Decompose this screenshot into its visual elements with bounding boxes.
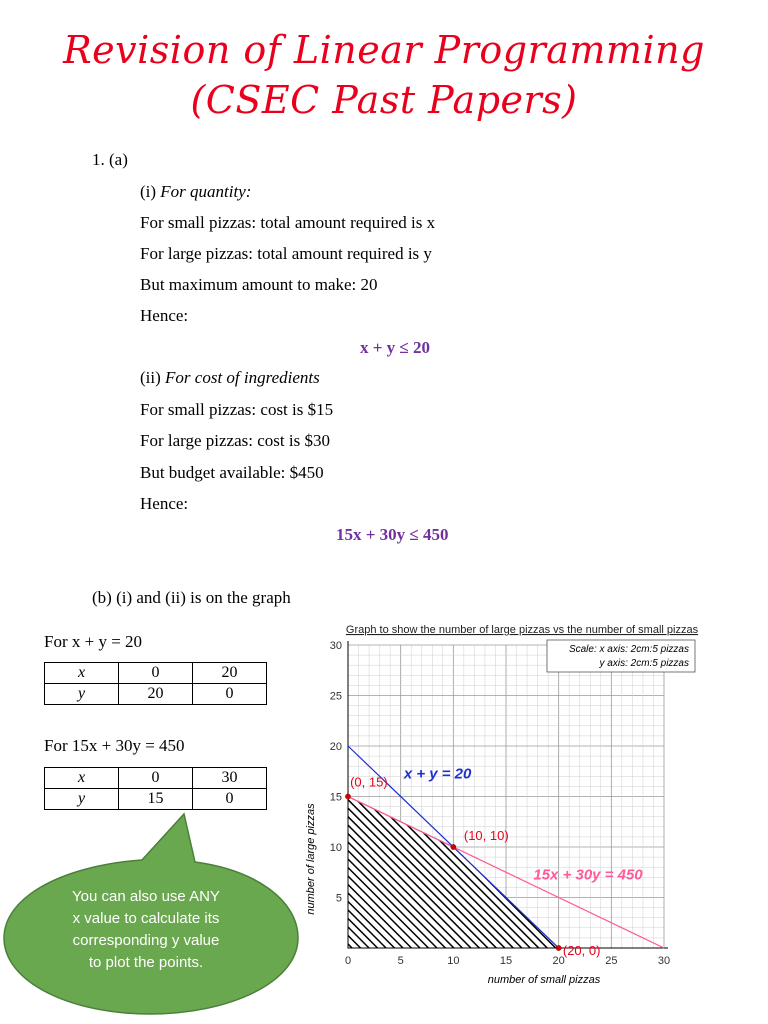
- y-axis-label: number of large pizzas: [305, 803, 317, 915]
- values-table-1: [44, 662, 267, 705]
- x-tick-label: 25: [605, 955, 618, 967]
- budget-text: But budget available: $450: [140, 463, 324, 482]
- point-marker: [556, 945, 561, 950]
- small-cost-text: For small pizzas: cost is $15: [140, 400, 334, 419]
- x-tick-label: 5: [397, 955, 404, 967]
- y-tick-label: 5: [335, 892, 342, 905]
- line-label-xy: x + y = 20: [403, 765, 472, 783]
- scale-x-text: Scale: x axis: 2cm:5 pizzas: [568, 644, 689, 655]
- table-row: [45, 684, 267, 705]
- line-label-cost: 15x + 30y = 450: [533, 866, 643, 884]
- table-cell: 15: [119, 789, 193, 810]
- inequality-1: x + y ≤ 20: [360, 338, 431, 357]
- inequality-2: 15x + 30y ≤ 450: [336, 525, 449, 544]
- x-tick-label: 30: [657, 955, 671, 967]
- quantity-heading: (i) For quantity:: [140, 182, 252, 201]
- x-tick-label: 0: [344, 955, 352, 967]
- hence-text-2: Hence:: [140, 494, 189, 513]
- page-title-line2: (CSEC Past Papers): [190, 78, 578, 122]
- chart-title: Graph to show the number of large pizzas vs the number of small pizzas: [345, 624, 699, 636]
- point-label: (20, 0): [562, 943, 601, 959]
- x-tick-label: 10: [447, 955, 460, 967]
- table-cell: 30: [193, 768, 267, 789]
- y-tick-label: 20: [329, 741, 342, 753]
- x-tick-label: 20: [552, 955, 565, 967]
- y-tick-label: 30: [329, 640, 342, 652]
- x-tick-label: 15: [499, 955, 513, 967]
- table-cell: 0: [193, 789, 267, 810]
- table-cell: 0: [119, 663, 193, 684]
- table-row: [45, 663, 267, 684]
- table1-title: For x + y = 20: [44, 632, 143, 651]
- part-b-label: (b) (i) and (ii) is on the graph: [92, 588, 291, 607]
- max-make-text: But maximum amount to make: 20: [140, 275, 378, 294]
- table-cell: x: [45, 663, 119, 684]
- table-cell: y: [45, 684, 119, 705]
- point-marker: [451, 844, 456, 849]
- y-tick-label: 25: [329, 690, 342, 703]
- point-label: (0, 15): [350, 774, 388, 790]
- y-tick-label: 10: [329, 842, 342, 854]
- large-cost-text: For large pizzas: cost is $30: [140, 431, 330, 450]
- point-marker: [345, 794, 350, 799]
- bubble-text: You can also use ANY x value to calculate its corresponding y value to plot the points.: [72, 888, 220, 971]
- question-label: 1. (a): [92, 150, 128, 169]
- table2-title: For 15x + 30y = 450: [44, 736, 185, 755]
- table-cell: 0: [119, 768, 193, 789]
- hence-text-1: Hence:: [140, 306, 189, 325]
- linear-programming-graph: [298, 615, 728, 995]
- y-tick-label: 15: [329, 791, 342, 804]
- cost-heading: (ii) For cost of ingredients: [140, 368, 320, 387]
- table-cell: 20: [193, 663, 267, 684]
- table-cell: 0: [193, 684, 267, 705]
- scale-box: [547, 640, 695, 672]
- table-cell: 20: [119, 684, 193, 705]
- scale-y-text: y axis: 2cm:5 pizzas: [599, 658, 689, 669]
- point-label: (10, 10): [463, 827, 509, 843]
- page-title-line1: Revision of Linear Programming: [63, 28, 705, 72]
- table-cell: x: [45, 768, 119, 789]
- large-qty-text: For large pizzas: total amount required is y: [140, 244, 432, 263]
- x-axis-label: number of small pizzas: [487, 974, 601, 986]
- table-cell: y: [45, 789, 119, 810]
- table-row: [45, 768, 267, 789]
- small-qty-text: For small pizzas: total amount required is x: [140, 213, 436, 232]
